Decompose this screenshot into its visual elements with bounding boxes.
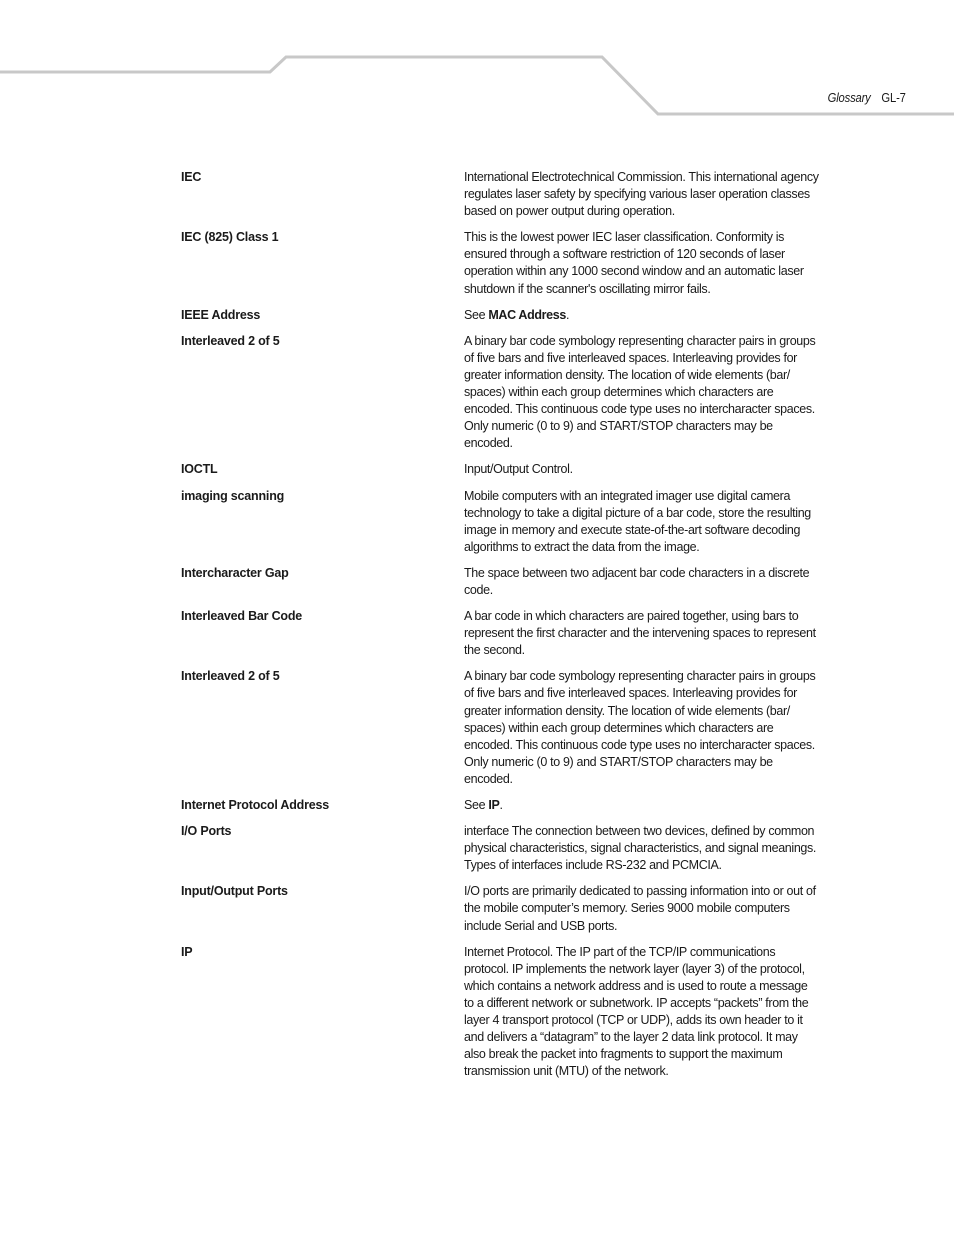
- glossary-entry: [181, 488, 841, 556]
- definition-prefix: See: [464, 798, 489, 812]
- glossary-entry: [181, 169, 841, 220]
- glossary-term: Interleaved 2 of 5: [181, 333, 280, 348]
- glossary-list: [181, 169, 841, 1089]
- glossary-entry: [181, 823, 841, 874]
- glossary-entry: [181, 565, 841, 599]
- glossary-term: IEEE Address: [181, 307, 261, 322]
- header-rule-decoration: [0, 0, 954, 120]
- glossary-term: IP: [181, 944, 193, 959]
- glossary-definition: interface The connection between two devices, defined by common physical characteristics, signal characteristics, and signal meanings. Types of interfaces include RS-232 and PCMCIA.: [464, 824, 817, 873]
- definition-prefix: See: [464, 307, 489, 322]
- glossary-entry: [181, 307, 841, 324]
- glossary-term: I/O Ports: [181, 824, 232, 839]
- page-number: GL-7: [881, 91, 906, 105]
- glossary-entry: [181, 944, 841, 1081]
- glossary-term: IEC: [181, 170, 202, 184]
- cross-reference-link[interactable]: IP: [488, 798, 500, 812]
- section-title: Glossary: [827, 91, 871, 105]
- glossary-definition: A binary bar code symbology representing character pairs in groups of five bars and five interleaved spaces. Interleaving provides for greater information density. The location of wide elements (bar/ spaces) within each group determines which characters are encoded. This continuous code type uses no intercharacter spaces. Only numeric (0 to 9) and START/STOP characters may be encoded.: [464, 669, 816, 786]
- cross-reference-link[interactable]: MAC Address: [488, 307, 566, 322]
- definition-suffix: .: [499, 798, 503, 812]
- glossary-term: Input/Output Ports: [181, 884, 288, 899]
- glossary-entry: [181, 608, 841, 659]
- glossary-term: Internet Protocol Address: [181, 798, 330, 812]
- glossary-term: Intercharacter Gap: [181, 565, 289, 580]
- glossary-definition: Mobile computers with an integrated imager use digital camera technology to take a digital picture of a bar code, store the resulting image in memory and execute state-of-the-art software decoding algorithms to extract the data from the image.: [464, 488, 811, 554]
- glossary-definition: This is the lowest power IEC laser classification. Conformity is ensured through a software restriction of 120 seconds of laser operation within any 1000 second window and an automatic laser shutdown if the scanner's oscillating mirror fails.: [464, 230, 804, 296]
- glossary-definition: Input/Output Control.: [464, 462, 573, 477]
- glossary-definition: [464, 307, 819, 324]
- definition-suffix: .: [565, 307, 570, 322]
- glossary-definition: I/O ports are primarily dedicated to passing information into or out of the mobile computer’s memory. Series 9000 mobile computers include Serial and USB ports.: [464, 884, 816, 933]
- glossary-term: Interleaved 2 of 5: [181, 669, 280, 684]
- glossary-entry: [181, 668, 841, 788]
- glossary-entry: [181, 461, 841, 478]
- glossary-entry: [181, 333, 841, 453]
- glossary-definition: A binary bar code symbology representing character pairs in groups of five bars and five interleaved spaces. Interleaving provides for greater information density. The location of wide elements (bar/ spaces) within each group determines which characters are encoded. This continuous code type uses no intercharacter spaces. Only numeric (0 to 9) and START/STOP characters may be encoded.: [464, 333, 816, 451]
- running-head: [828, 91, 906, 105]
- glossary-entry: [181, 883, 841, 934]
- glossary-definition: Internet Protocol. The IP part of the TCP/IP communications protocol. IP implements the network layer (layer 3) of the protocol, which contains a network address and is used to route a message to a different network or subnetwork. IP accepts “packets” from the layer 4 transport protocol (TCP or UDP), adds its own header to it and delivers a “datagram” to the layer 2 data link protocol. It may also break the packet into fragments to support the maximum transmission unit (MTU) of the network.: [464, 944, 809, 1079]
- glossary-term: IOCTL: [181, 462, 218, 477]
- glossary-definition: [464, 797, 819, 814]
- glossary-term: Interleaved Bar Code: [181, 609, 303, 624]
- glossary-definition: The space between two adjacent bar code characters in a discrete code.: [464, 565, 810, 597]
- glossary-entry: [181, 797, 841, 814]
- glossary-entry: [181, 229, 841, 297]
- glossary-definition: A bar code in which characters are paired together, using bars to represent the first character and the intervening spaces to represent the second.: [464, 609, 816, 658]
- glossary-term: imaging scanning: [181, 488, 285, 503]
- glossary-term: IEC (825) Class 1: [181, 230, 279, 245]
- glossary-definition: International Electrotechnical Commission. This international agency regulates laser safety by specifying various laser operation classes based on power output during operation.: [464, 170, 819, 219]
